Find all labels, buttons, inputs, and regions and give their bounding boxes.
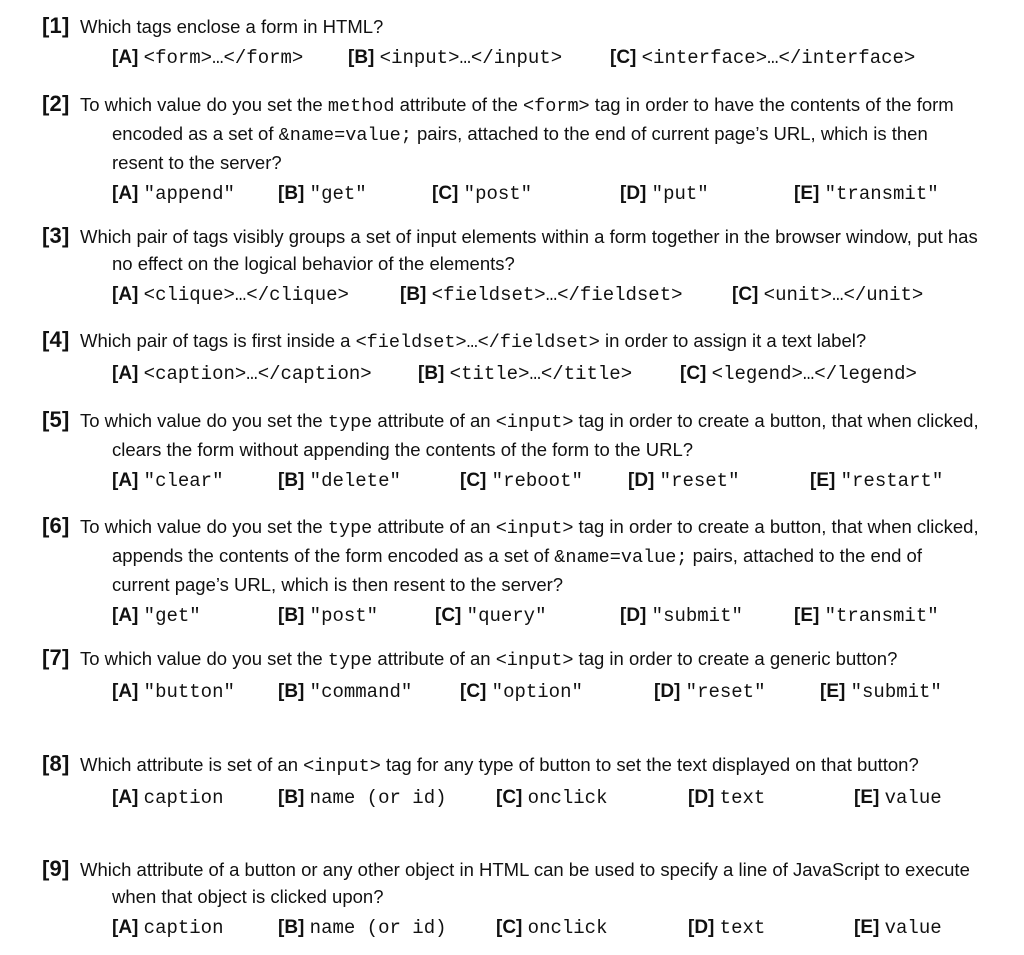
option-value: "post" [309,605,379,627]
code-term: <input> [495,412,574,433]
question-5 [42,406,982,500]
option-letter: [B] [400,284,427,305]
option-letter: [D] [620,605,647,626]
option-value: "transmit" [824,183,939,205]
option-value: <unit>…</unit> [763,284,924,306]
option-letter: [D] [688,917,715,938]
question-text [42,406,982,463]
option-letter: [C] [432,183,459,204]
option-value: caption [143,917,224,939]
question-phrase: Which pair of tags is first inside a [80,330,356,351]
option-value: value [884,787,942,809]
option-value: "reboot" [491,470,583,492]
answer-option [112,787,224,809]
question-text [42,512,982,598]
option-letter: [A] [112,787,139,808]
answer-option [278,183,367,205]
answer-options [42,183,982,213]
option-value: "post" [463,183,533,205]
question-text [42,855,982,910]
option-value: "get" [309,183,367,205]
question-text [42,222,982,277]
question-phrase: pairs, attached to the end of current page’s URL, which is then resent to the server? [112,545,922,595]
option-letter: [A] [112,183,139,204]
question-phrase: in order to assign it a text label? [599,330,867,351]
question-phrase: Which tags enclose a form in HTML? [80,16,384,37]
option-letter: [B] [278,470,305,491]
option-letter: [C] [610,47,637,68]
option-value: "button" [143,681,235,703]
answer-options [42,284,982,314]
answer-option [112,363,372,385]
answer-option [460,681,583,703]
option-letter: [C] [496,787,523,808]
answer-option [654,681,766,703]
question-text [42,12,982,40]
question-phrase: To which value do you set the [80,516,328,537]
answer-options [42,787,982,817]
question-7 [42,644,982,711]
option-value: "submit" [651,605,743,627]
answer-option [112,284,349,306]
code-term: type [327,518,373,539]
option-value: onclick [527,787,608,809]
answer-option [278,681,412,703]
option-value: <title>…</title> [449,363,633,385]
option-value: name (or id) [309,917,447,939]
question-1 [42,12,982,77]
answer-option [112,605,201,627]
answer-option [620,183,709,205]
option-value: "clear" [143,470,224,492]
option-letter: [C] [435,605,462,626]
option-value: onclick [527,917,608,939]
option-letter: [B] [418,363,445,384]
question-phrase: tag in order to have the contents of the form encoded as a set of [112,94,954,144]
option-letter: [C] [496,917,523,938]
option-letter: [B] [278,605,305,626]
answer-option [112,917,224,939]
option-value: "append" [143,183,235,205]
code-term: method [327,96,395,117]
option-letter: [C] [460,470,487,491]
question-text [42,644,982,674]
option-letter: [D] [688,787,715,808]
answer-option [732,284,923,306]
option-letter: [D] [620,183,647,204]
option-letter: [E] [810,470,836,491]
question-phrase: Which attribute of a button or any other object in HTML can be used to specify a line of JavaScript to execute when that object is clicked upon? [80,859,970,907]
answer-option [854,917,942,939]
option-letter: [E] [794,183,820,204]
option-value: value [884,917,942,939]
question-number: [4] [42,327,70,352]
question-phrase: pairs, attached to the end of current page’s URL, which is then resent to the server? [112,123,928,173]
question-phrase: attribute of an [372,410,496,431]
question-number: [6] [42,513,70,538]
answer-option [400,284,683,306]
option-letter: [D] [654,681,681,702]
code-term: type [327,650,373,671]
question-6 [42,512,982,635]
option-value: "command" [309,681,413,703]
option-value: "reset" [659,470,740,492]
option-letter: [E] [854,787,880,808]
option-letter: [B] [348,47,375,68]
option-value: "get" [143,605,201,627]
answer-options [42,681,982,711]
answer-option [460,470,583,492]
option-value: name (or id) [309,787,447,809]
question-number: [7] [42,645,70,670]
answer-option [628,470,740,492]
answer-option [854,787,942,809]
answer-option [794,605,939,627]
option-value: <input>…</input> [379,47,563,69]
answer-option [620,605,743,627]
question-phrase: tag in order to create a generic button? [573,648,898,669]
option-value: text [719,787,766,809]
option-letter: [B] [278,917,305,938]
question-3 [42,222,982,314]
question-number: [9] [42,856,70,881]
answer-option [688,917,765,939]
option-value: "delete" [309,470,401,492]
question-phrase: tag for any type of button to set the text displayed on that button? [380,754,919,775]
option-letter: [A] [112,470,139,491]
answer-option [348,47,562,69]
code-term: <input> [303,756,381,777]
option-value: "query" [466,605,547,627]
answer-option [794,183,939,205]
option-letter: [D] [628,470,655,491]
answer-options [42,470,982,500]
answer-option [278,470,401,492]
question-phrase: attribute of an [372,516,496,537]
question-4 [42,326,982,393]
question-number: [5] [42,407,70,432]
option-value: <fieldset>…</fieldset> [431,284,683,306]
option-value: <form>…</form> [143,47,304,69]
option-letter: [E] [854,917,880,938]
answer-option [680,363,917,385]
code-term: &name=value; [554,547,688,568]
question-8 [42,750,982,817]
answer-option [496,917,608,939]
answer-option [112,681,235,703]
answer-options [42,363,982,393]
option-letter: [A] [112,605,139,626]
option-value: "transmit" [824,605,939,627]
option-value: <interface>…</interface> [641,47,916,69]
code-term: type [327,412,373,433]
question-phrase: tag in order to create a button, that when clicked, appends the contents of the form encoded as a set of [112,516,979,566]
answer-option [810,470,943,492]
option-value: "put" [651,183,709,205]
answer-options [42,47,982,77]
answer-option [112,470,224,492]
option-value: "restart" [840,470,944,492]
question-phrase: To which value do you set the [80,410,328,431]
code-term: &name=value; [278,125,412,146]
answer-options [42,917,982,947]
answer-option [418,363,632,385]
question-text [42,90,982,176]
code-term: <input> [495,650,574,671]
option-letter: [A] [112,917,139,938]
option-letter: [C] [680,363,707,384]
option-value: "option" [491,681,583,703]
code-term: <fieldset>…</fieldset> [355,332,600,353]
answer-option [432,183,532,205]
option-letter: [C] [732,284,759,305]
question-text [42,326,982,356]
option-value: <legend>…</legend> [711,363,917,385]
option-value: <caption>…</caption> [143,363,372,385]
option-value: "reset" [685,681,766,703]
option-letter: [A] [112,284,139,305]
option-letter: [E] [820,681,846,702]
answer-option [278,787,447,809]
option-value: <clique>…</clique> [143,284,349,306]
question-phrase: attribute of the [394,94,524,115]
answer-option [688,787,765,809]
question-phrase: Which pair of tags visibly groups a set of input elements within a form together in the browser window, put has no effect on the logical behavior of the elements? [80,226,978,274]
answer-option [820,681,942,703]
question-phrase: To which value do you set the [80,648,328,669]
option-letter: [B] [278,681,305,702]
answer-option [496,787,608,809]
option-letter: [A] [112,681,139,702]
question-number: [1] [42,13,70,38]
option-letter: [C] [460,681,487,702]
question-number: [3] [42,223,70,248]
question-text [42,750,982,780]
option-value: caption [143,787,224,809]
question-number: [2] [42,91,70,116]
answer-option [278,917,447,939]
option-letter: [A] [112,363,139,384]
option-letter: [B] [278,787,305,808]
option-letter: [A] [112,47,139,68]
question-2 [42,90,982,213]
question-phrase: Which attribute is set of an [80,754,304,775]
question-phrase: tag in order to create a button, that when clicked, clears the form without appending the contents of the form to the URL? [112,410,979,460]
option-letter: [E] [794,605,820,626]
answer-options [42,605,982,635]
question-phrase: To which value do you set the [80,94,328,115]
question-phrase: attribute of an [372,648,496,669]
question-9 [42,855,982,947]
answer-option [610,47,915,69]
answer-option [278,605,378,627]
answer-option [435,605,547,627]
answer-option [112,47,303,69]
option-value: text [719,917,766,939]
code-term: <form> [523,96,590,117]
question-number: [8] [42,751,70,776]
option-letter: [B] [278,183,305,204]
answer-option [112,183,235,205]
option-value: "submit" [850,681,942,703]
code-term: <input> [495,518,574,539]
